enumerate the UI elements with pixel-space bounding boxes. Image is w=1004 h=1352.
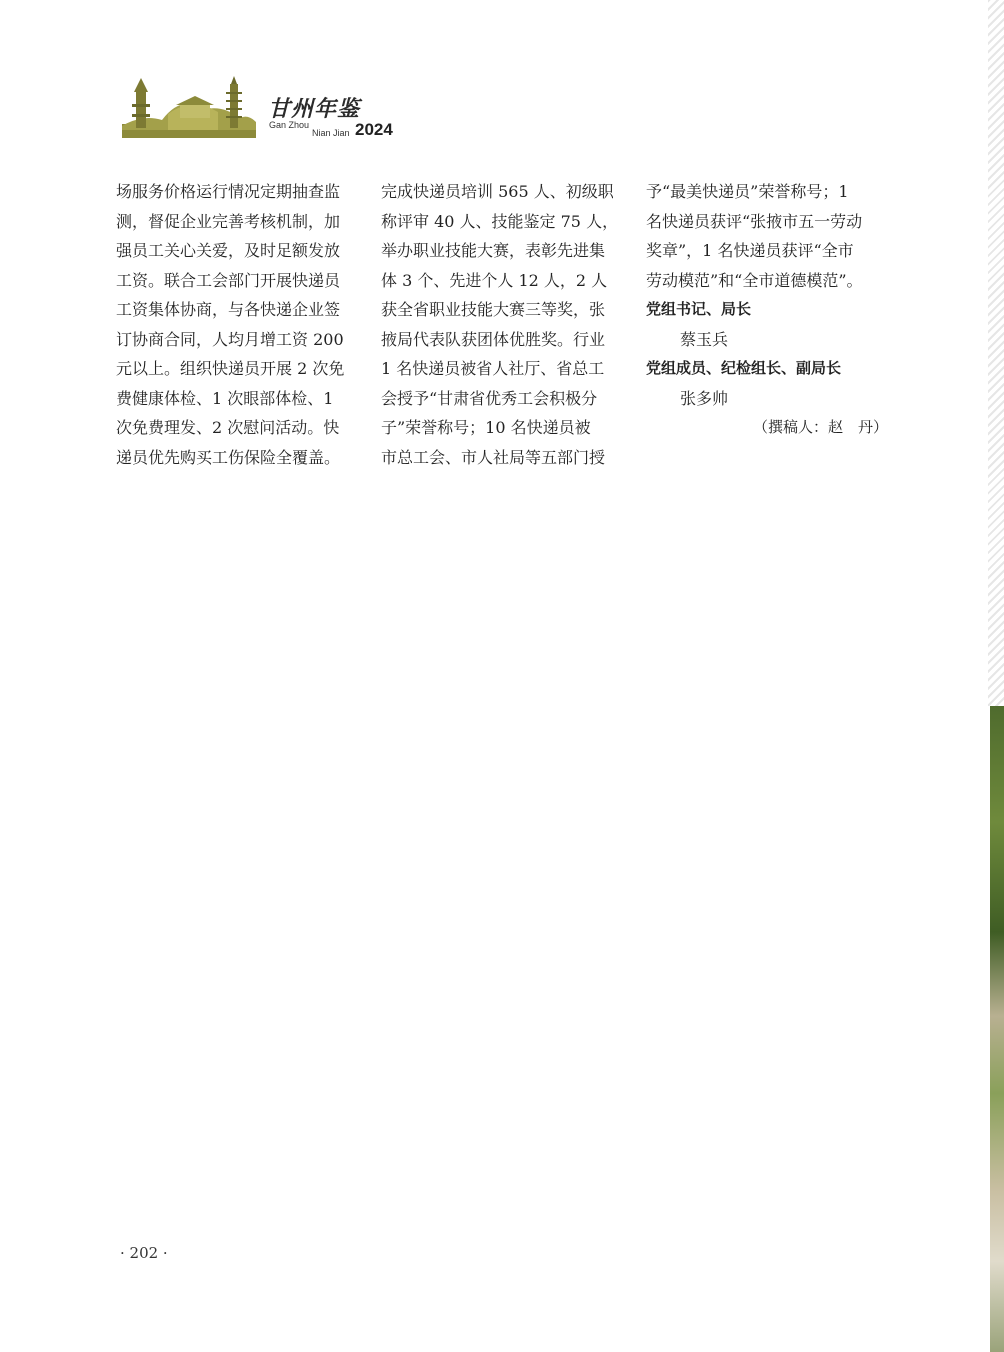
text-line: 称评审 40 人、技能鉴定 75 人， <box>381 211 619 231</box>
text-line: 订协商合同，人均月增工资 200 <box>116 329 344 349</box>
yearbook-year: 2024 <box>355 120 393 139</box>
leader-title-party-secretary: 党组书记、局长 <box>646 300 752 318</box>
leader-name: 蔡玉兵 <box>680 329 729 349</box>
text-column-3 <box>646 177 890 443</box>
text-line: 名快递员获评“张掖市五一劳动 <box>646 211 863 231</box>
text-line: 测，督促企业完善考核机制，加 <box>116 211 341 231</box>
text-line: 工资。联合工会部门开展快递员 <box>116 270 341 290</box>
text-column-1 <box>116 177 360 472</box>
text-line: 完成快递员培训 565 人、初级职 <box>381 182 614 201</box>
text-line: 递员优先购买工伤保险全覆盖。 <box>116 447 341 467</box>
text-line: 强员工关心关爱，及时足额发放 <box>116 241 341 260</box>
text-line: 1 名快递员被省人社厅、省总工 <box>381 359 605 378</box>
leader-name: 张多帅 <box>680 388 729 408</box>
text-line: 予“最美快递员”荣誉称号；1 <box>646 182 849 201</box>
yearbook-title-en-line1: Gan Zhou <box>269 120 310 130</box>
author-credit: （撰稿人：赵 丹） <box>752 418 888 436</box>
text-line: 市总工会、市人社局等五部门授 <box>381 447 606 467</box>
text-line: 子”荣誉称号；10 名快递员被 <box>381 418 591 437</box>
text-line: 场服务价格运行情况定期抽查监 <box>116 182 341 201</box>
page-number: · 202 · <box>120 1244 168 1262</box>
text-line: 费健康体检、1 次眼部体检、1 <box>116 388 334 408</box>
edge-photo-strip <box>990 706 1004 1352</box>
text-line: 体 3 个、先进个人 12 人，2 人 <box>381 270 608 290</box>
yearbook-title: 甘州年鉴 <box>268 96 361 122</box>
text-line: 举办职业技能大赛，表彰先进集 <box>381 241 606 260</box>
text-line: 会授予“甘肃省优秀工会积极分 <box>381 388 598 408</box>
text-line: 次免费理发、2 次慰问活动。快 <box>116 418 340 437</box>
leader-title-discipline-head: 党组成员、纪检组长、副局长 <box>646 359 842 377</box>
text-line: 劳动模范”和“全市道德模范”。 <box>646 270 863 290</box>
edge-decorative-pattern <box>988 0 1004 706</box>
text-column-2 <box>381 177 625 472</box>
text-line: 获全省职业技能大赛三等奖，张 <box>381 300 606 319</box>
header-logo-pagoda-landscape <box>122 74 256 138</box>
text-line: 掖局代表队获团体优胜奖。行业 <box>381 329 606 349</box>
text-line: 工资集体协商，与各快递企业签 <box>116 300 341 319</box>
text-line: 奖章”，1 名快递员获评“全市 <box>646 241 854 260</box>
text-line: 元以上。组织快递员开展 2 次免 <box>116 359 345 378</box>
yearbook-title-en-line2: Nian Jian <box>312 128 350 138</box>
